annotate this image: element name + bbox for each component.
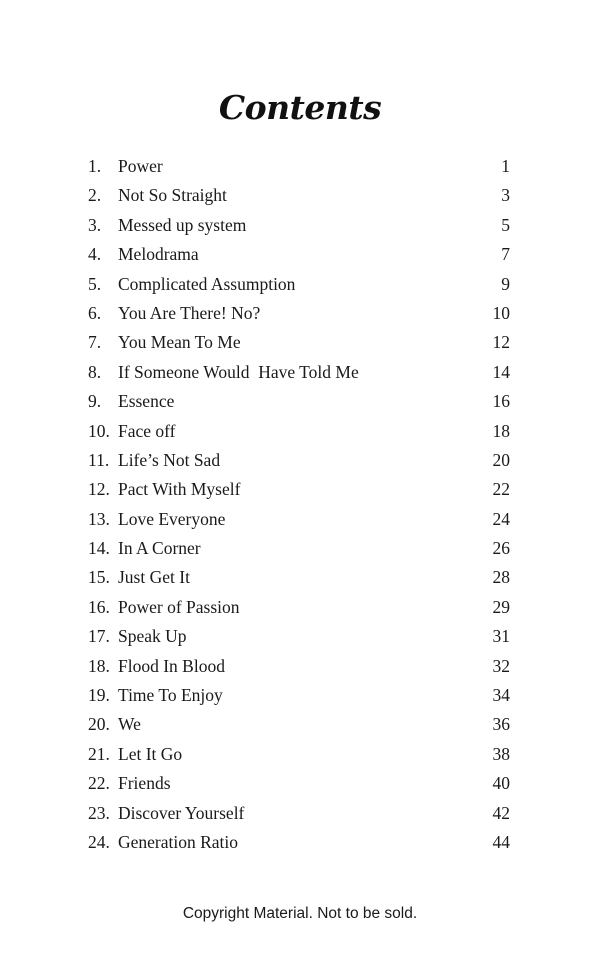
toc-entry-page-number: 44 [492,831,510,852]
toc-entry-number: 18. [88,655,110,676]
toc-entry-title: Flood In Blood [118,655,225,676]
toc-entry [88,832,510,861]
toc-entry-number: 15. [88,567,110,588]
toc-entry-number: 22. [88,773,110,794]
toc-entry-number: 7. [88,332,102,353]
toc-entry-page-number: 18 [492,420,510,441]
toc-entry [88,509,510,538]
toc-entry [88,773,510,802]
toc-entry-title: Speak Up [118,626,187,647]
toc-entry-number: 21. [88,743,110,764]
toc-entry-title: Face off [118,420,176,441]
toc-entry [88,567,510,596]
toc-entry [88,744,510,773]
toc-entry-number: 8. [88,361,102,382]
toc-entry [88,538,510,567]
toc-entry-number: 14. [88,538,110,559]
toc-entry-page-number: 32 [492,655,510,676]
toc-entry [88,685,510,714]
toc-entry-title: Melodrama [118,244,199,265]
toc-entry-title: You Are There! No? [118,302,261,323]
toc-entry-page-number: 10 [492,302,510,323]
toc-entry-title: Generation Ratio [118,831,239,852]
toc-entry-title: Friends [118,773,171,794]
toc-entry-page-number: 42 [492,802,510,823]
toc-entry-page-number: 1 [501,156,510,176]
toc-entry-title: Complicated Assumption [118,273,296,294]
toc-entry-title: If Someone Would Have Told Me [118,361,359,382]
toc-entry [88,391,510,420]
toc-entry-number: 11. [88,449,110,470]
toc-entry-number: 13. [88,508,110,529]
toc-entry-page-number: 36 [492,714,510,735]
toc-entry-title: Not So Straight [118,185,227,206]
toc-entry-number: 1. [88,156,102,176]
toc-entry-page-number: 26 [492,538,510,559]
toc-entry-title: In A Corner [118,538,201,559]
toc-entry-title: Just Get It [118,567,190,588]
toc-entry-title: Power of Passion [118,596,240,617]
toc-entry-page-number: 34 [492,685,510,706]
toc-entry-page-number: 9 [501,273,510,294]
toc-entry [88,215,510,244]
toc-entry-page-number: 40 [492,773,510,794]
toc-entry-title: Life’s Not Sad [118,449,221,470]
toc-entry-number: 5. [88,273,102,294]
toc-entry-number: 19. [88,685,110,706]
toc-entry-page-number: 12 [492,332,510,353]
toc-entry [88,803,510,832]
toc-entry [88,244,510,273]
toc-entry-page-number: 5 [501,214,510,235]
toc-entry-number: 20. [88,714,110,735]
toc-entry-page-number: 29 [492,596,510,617]
toc-entry-page-number: 22 [492,479,510,500]
toc-entry-number: 12. [88,479,110,500]
toc-entry-number: 23. [88,802,110,823]
toc-entry-number: 2. [88,185,102,206]
toc-entry-page-number: 20 [492,449,510,470]
copyright-notice: Copyright Material. Not to be sold. [182,905,418,922]
toc-entry-number: 9. [88,391,102,412]
toc-entry-number: 10. [88,420,110,441]
toc-entry-title: Love Everyone [118,508,226,529]
toc-entry [88,303,510,332]
toc-entry-page-number: 7 [501,244,510,265]
table-of-contents [88,156,510,861]
toc-entry [88,421,510,450]
toc-entry [88,185,510,214]
toc-entry-page-number: 24 [492,508,510,529]
toc-entry [88,274,510,303]
toc-entry [88,332,510,361]
toc-entry [88,597,510,626]
toc-entry-title: We [118,714,141,735]
toc-entry [88,156,510,185]
toc-entry-title: Discover Yourself [118,802,245,823]
toc-entry-title: Essence [118,391,175,412]
toc-entry-page-number: 16 [492,391,510,412]
toc-entry-number: 17. [88,626,110,647]
toc-entry-title: Power [118,156,163,176]
toc-entry-title: Time To Enjoy [118,685,223,706]
toc-entry [88,626,510,655]
toc-entry-page-number: 3 [501,185,510,206]
toc-entry [88,362,510,391]
toc-entry [88,479,510,508]
toc-entry [88,450,510,479]
toc-entry-page-number: 14 [492,361,510,382]
toc-entry [88,656,510,685]
toc-entry-number: 24. [88,831,110,852]
page-title: Contents [218,88,382,127]
toc-entry-title: Messed up system [118,214,247,235]
toc-entry-title: Let It Go [118,743,183,764]
toc-entry-number: 3. [88,214,102,235]
toc-entry-page-number: 31 [492,626,510,647]
toc-entry-title: You Mean To Me [118,332,241,353]
toc-entry-number: 4. [88,244,102,265]
toc-entry-page-number: 38 [492,743,510,764]
toc-entry [88,714,510,743]
toc-entry-number: 16. [88,596,110,617]
toc-entry-number: 6. [88,302,102,323]
toc-entry-page-number: 28 [492,567,510,588]
toc-entry-title: Pact With Myself [118,479,241,500]
